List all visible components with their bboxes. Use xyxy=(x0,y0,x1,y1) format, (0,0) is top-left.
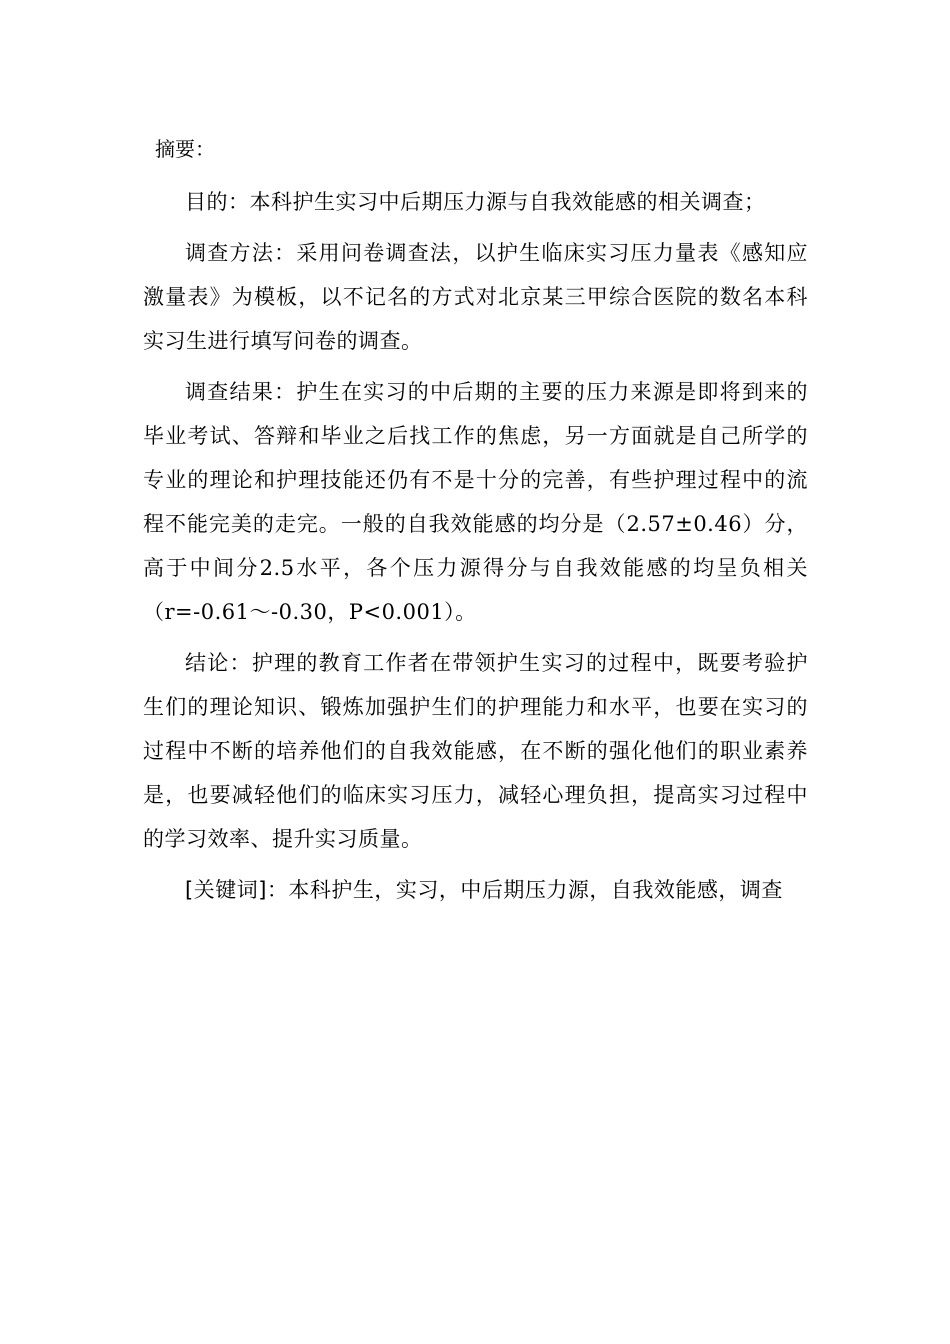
abstract-section xyxy=(143,127,808,912)
conclusion-paragraph: 结论：护理的教育工作者在带领护生实习的过程中，既要考验护生们的理论知识、锻炼加强护生们的护理能力和水平，也要在实习的过程中不断的培养他们的自我效能感，在不断的强化他们的职业素养是，也要减轻他们的临床实习压力，减轻心理负担，提高实习过程中的学习效率、提升实习质量。 xyxy=(143,651,808,851)
abstract-heading: 摘要： xyxy=(155,137,215,161)
keywords-paragraph xyxy=(143,868,808,912)
keywords-label: [关键词] xyxy=(185,878,267,902)
results-paragraph: 调查结果：护生在实习的中后期的主要的压力来源是即将到来的毕业考试、答辩和毕业之后找工作的焦虑，另一方面就是自己所学的专业的理论和护理技能还仍有不是十分的完善，有些护理过程中的流程不能完美的走完。一般的自我效能感的均分是（2.57±0.46）分，高于中间分2.5水平，各个压力源得分与自我效能感的均呈负相关（r=-0.61～-0.30，P<0.001）。 xyxy=(143,380,808,624)
purpose-paragraph: 目的：本科护生实习中后期压力源与自我效能感的相关调查； xyxy=(185,190,766,214)
keywords-text: ：本科护生，实习，中后期压力源，自我效能感，调查 xyxy=(266,878,783,902)
method-paragraph: 调查方法：采用问卷调查法，以护生临床实习压力量表《感知应激量表》为模板，以不记名的方式对北京某三甲综合医院的数名本科实习生进行填写问卷的调查。 xyxy=(143,241,808,353)
